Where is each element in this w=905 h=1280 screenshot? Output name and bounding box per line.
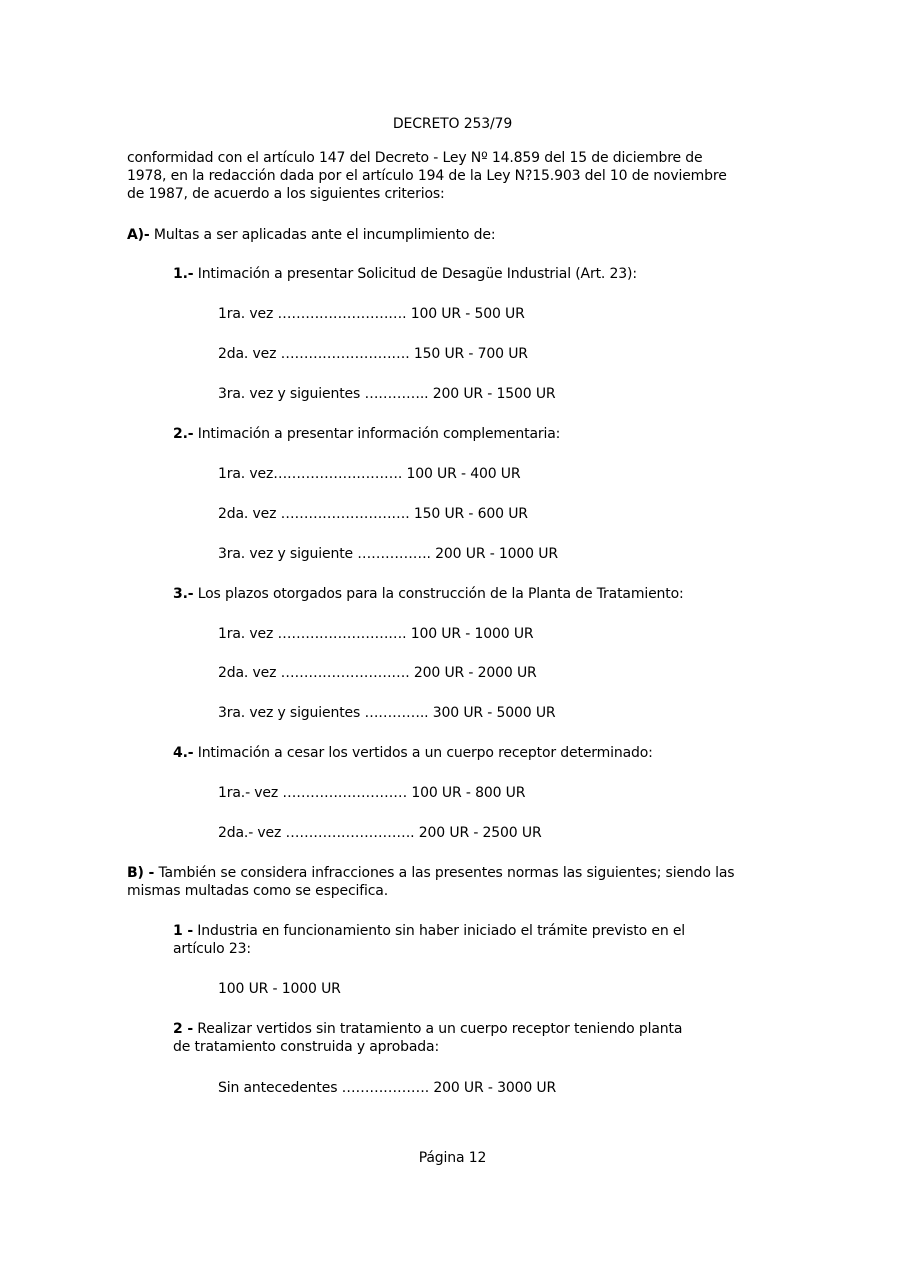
fine-line: Sin antecedentes ………………. 200 UR - 3000 UR xyxy=(218,1080,557,1096)
fine-line: 100 UR - 1000 UR xyxy=(218,981,341,997)
item-b1-line: artículo 23: xyxy=(173,941,251,957)
fine-line: 1ra. vez ………………………. 100 UR - 1000 UR xyxy=(218,626,534,642)
fine-line: 2da. vez ………………………. 150 UR - 600 UR xyxy=(218,506,528,522)
item-a2: 2.- Intimación a presentar información complementaria: xyxy=(173,426,561,442)
fine-line: 2da.- vez ………………………. 200 UR - 2500 UR xyxy=(218,825,542,841)
fine-line: 1ra.- vez ……………………… 100 UR - 800 UR xyxy=(218,785,526,801)
fine-line: 3ra. vez y siguientes ………….. 300 UR - 5000 UR xyxy=(218,705,556,721)
fine-line: 3ra. vez y siguientes ………….. 200 UR - 1500 UR xyxy=(218,386,556,402)
fine-line: 2da. vez ………………………. 200 UR - 2000 UR xyxy=(218,665,537,681)
fine-line: 1ra. vez ………………………. 100 UR - 500 UR xyxy=(218,306,525,322)
item-a4: 4.- Intimación a cesar los vertidos a un cuerpo receptor determinado: xyxy=(173,745,653,761)
item-a1: 1.- Intimación a presentar Solicitud de Desagüe Industrial (Art. 23): xyxy=(173,266,637,282)
item-b2-line: de tratamiento construida y aprobada: xyxy=(173,1039,440,1055)
section-a-heading: A)- Multas a ser aplicadas ante el incumplimiento de: xyxy=(127,227,496,243)
item-a3: 3.- Los plazos otorgados para la construcción de la Planta de Tratamiento: xyxy=(173,586,684,602)
fine-line: 3ra. vez y siguiente ……………. 200 UR - 1000 UR xyxy=(218,546,558,562)
page-header: DECRETO 253/79 xyxy=(392,116,513,132)
intro-line: de 1987, de acuerdo a los siguientes criterios: xyxy=(127,186,445,202)
section-b-heading: B) - También se considera infracciones a las presentes normas las siguientes; siendo las xyxy=(127,865,735,881)
fine-line: 1ra. vez………………………. 100 UR - 400 UR xyxy=(218,466,521,482)
intro-line: 1978, en la redacción dada por el artículo 194 de la Ley N?15.903 del 10 de noviembre xyxy=(127,168,727,184)
fine-line: 2da. vez ………………………. 150 UR - 700 UR xyxy=(218,346,528,362)
intro-line: conformidad con el artículo 147 del Decreto - Ley Nº 14.859 del 15 de diciembre de xyxy=(127,150,703,166)
page-number: Página 12 xyxy=(418,1150,487,1166)
item-b1: 1 - Industria en funcionamiento sin haber iniciado el trámite previsto en el xyxy=(173,923,686,939)
section-b-line: mismas multadas como se especifica. xyxy=(127,883,389,899)
item-b2: 2 - Realizar vertidos sin tratamiento a un cuerpo receptor teniendo planta xyxy=(173,1021,683,1037)
